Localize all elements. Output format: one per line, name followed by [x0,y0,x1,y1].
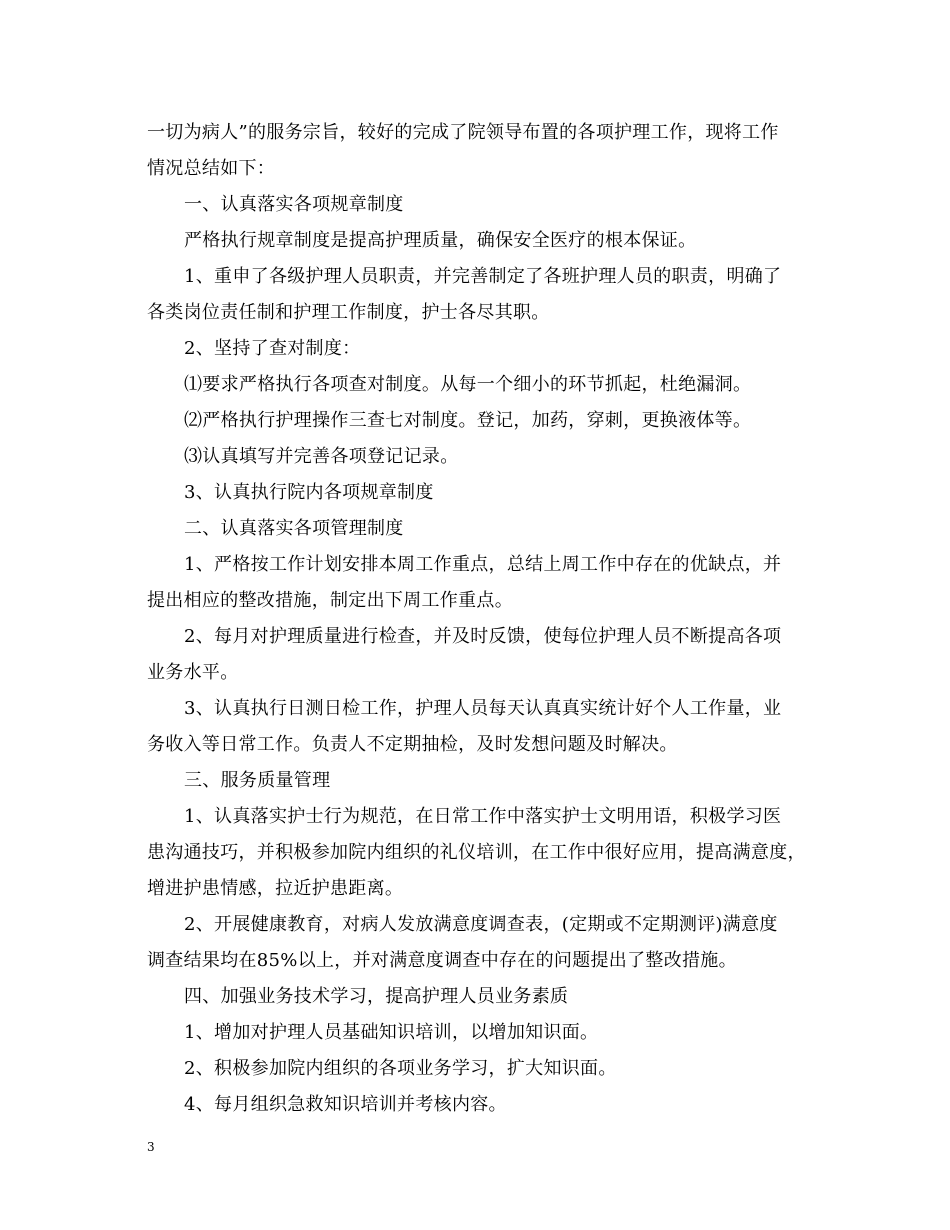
paragraph-line: 患沟通技巧，并积极参加院内组织的礼仪培训，在工作中很好应用，提高满意度， [147,842,806,863]
list-item: 3、认真执行院内各项规章制度 [184,482,434,503]
list-item: 1、增加对护理人员基础知识培训，以增加知识面。 [184,1022,599,1043]
list-item: 2、坚持了查对制度： [184,338,361,359]
paragraph-line: 增进护患情感，拉近护患距离。 [147,878,404,899]
section-heading: 四、加强业务技术学习，提高护理人员业务素质 [184,986,569,1007]
paragraph-line: 严格执行规章制度是提高护理质量，确保安全医疗的根本保证。 [184,230,697,251]
list-item: 1、重申了各级护理人员职责，并完善制定了各班护理人员的职责，明确了 [184,266,782,287]
paragraph-line: 各类岗位责任制和护理工作制度，护士各尽其职。 [147,302,550,323]
paragraph-line: 业务水平。 [147,662,239,683]
list-item: 2、每月对护理质量进行检查，并及时反馈，使每位护理人员不断提高各项 [184,626,782,647]
section-heading: 一、认真落实各项规章制度 [184,194,404,215]
list-item: ⑶认真填写并完善各项登记记录。 [184,446,459,467]
list-item: 2、积极参加院内组织的各项业务学习，扩大知识面。 [184,1058,617,1079]
list-item: 1、认真落实护士行为规范，在日常工作中落实护士文明用语，积极学习医 [184,806,782,827]
section-heading: 三、服务质量管理 [184,770,331,791]
section-heading: 二、认真落实各项管理制度 [184,518,404,539]
paragraph-line: 情况总结如下： [147,158,276,179]
list-item: 1、严格按工作计划安排本周工作重点，总结上周工作中存在的优缺点，并 [184,554,782,575]
paragraph-line: 提出相应的整改措施，制定出下周工作重点。 [147,590,513,611]
paragraph-line: 务收入等日常工作。负责人不定期抽检，及时发想问题及时解决。 [147,734,678,755]
list-item: ⑵严格执行护理操作三查七对制度。登记，加药，穿刺，更换液体等。 [184,410,752,431]
paragraph-line: 调查结果均在85%以上，并对满意度调查中存在的问题提出了整改措施。 [147,950,737,971]
list-item: 4、每月组织急救知识培训并考核内容。 [184,1094,507,1115]
paragraph-line: 一切为病人”的服务宗旨，较好的完成了院领导布置的各项护理工作，现将工作 [147,122,779,143]
page-number: 3 [147,1140,155,1154]
list-item: 2、开展健康教育，对病人发放满意度调查表，(定期或不定期测评)满意度 [184,914,778,935]
list-item: 3、认真执行日测日检工作，护理人员每天认真真实统计好个人工作量，业 [184,698,782,719]
list-item: ⑴要求严格执行各项查对制度。从每一个细小的环节抓起，杜绝漏洞。 [184,374,752,395]
